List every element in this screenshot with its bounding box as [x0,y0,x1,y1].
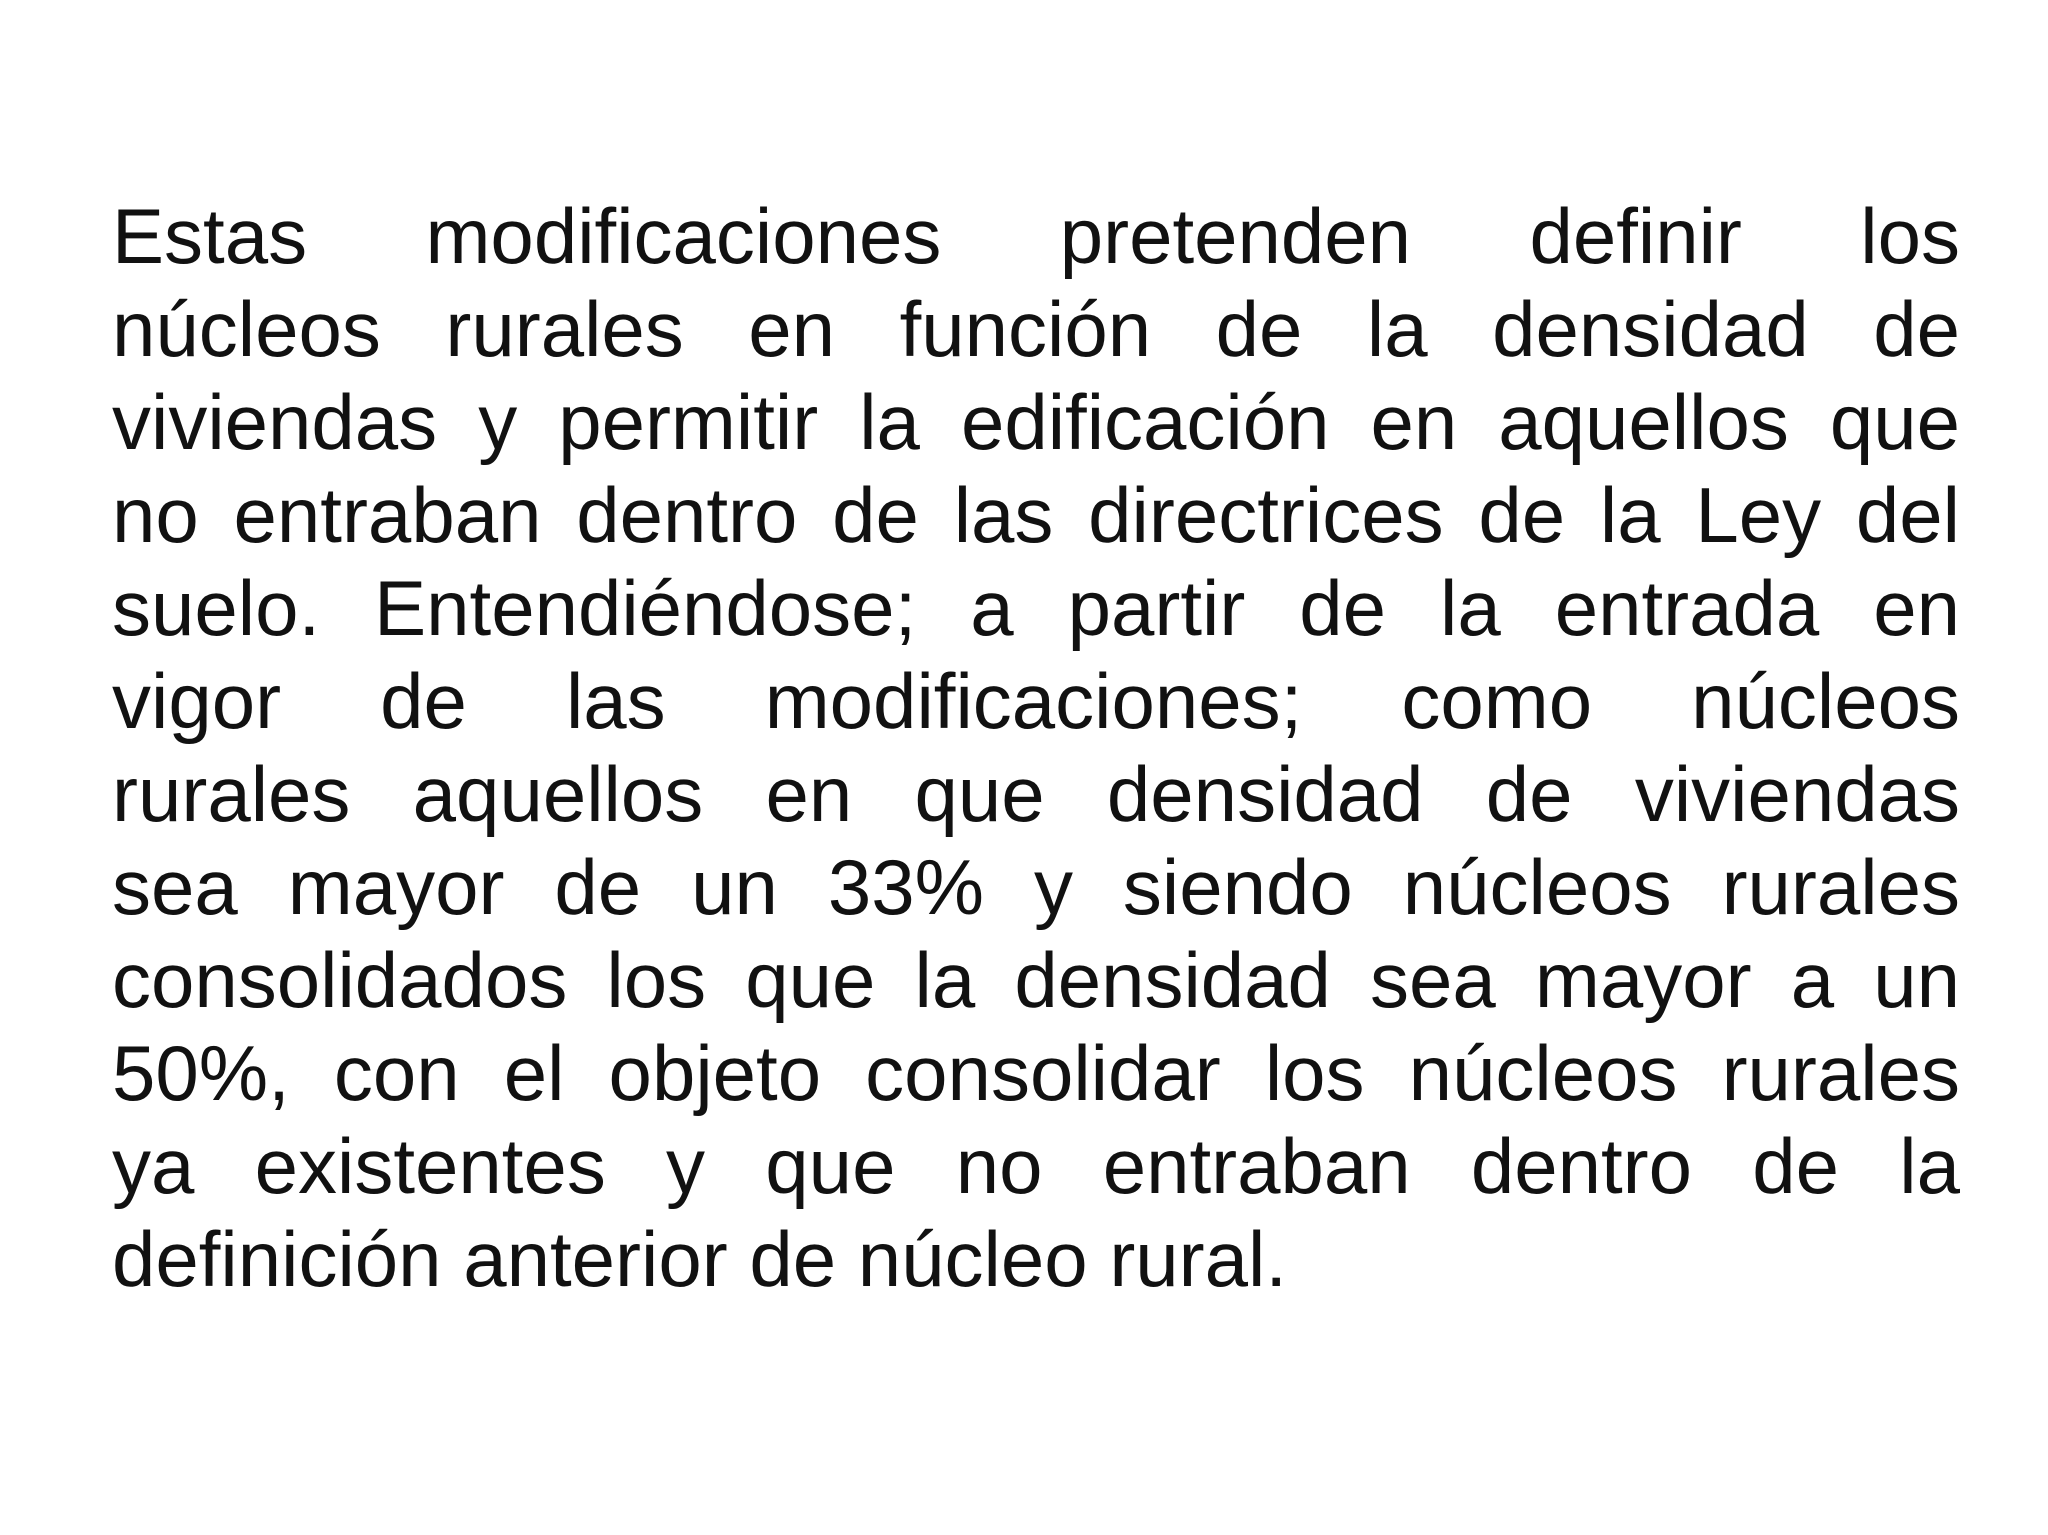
paragraph-line-3: viviendas y permitir la edificación en aquellos que [112,378,1960,466]
paragraph-line-11: ya existentes y que no entraban dentro de la [112,1122,1960,1210]
paragraph-line-8: sea mayor de un 33% y siendo núcleos rurales [112,843,1960,931]
paragraph-line-5: suelo. Entendiéndose; a partir de la entrada en [112,564,1960,652]
paragraph-line-4: no entraban dentro de las directrices de la Ley del [112,471,1960,559]
paragraph-line-10: 50%, con el objeto consolidar los núcleos rurales [112,1029,1960,1117]
paragraph-line-2: núcleos rurales en función de la densidad de [112,285,1960,373]
body-paragraph [112,190,1960,1306]
paragraph-line-6: vigor de las modificaciones; como núcleos [112,657,1960,745]
paragraph-line-7: rurales aquellos en que densidad de viviendas [112,750,1960,838]
paragraph-line-1: Estas modificaciones pretenden definir los [112,192,1960,280]
paragraph-line-12: definición anterior de núcleo rural. [112,1215,1288,1303]
paragraph-line-9: consolidados los que la densidad sea mayor a un [112,936,1960,1024]
